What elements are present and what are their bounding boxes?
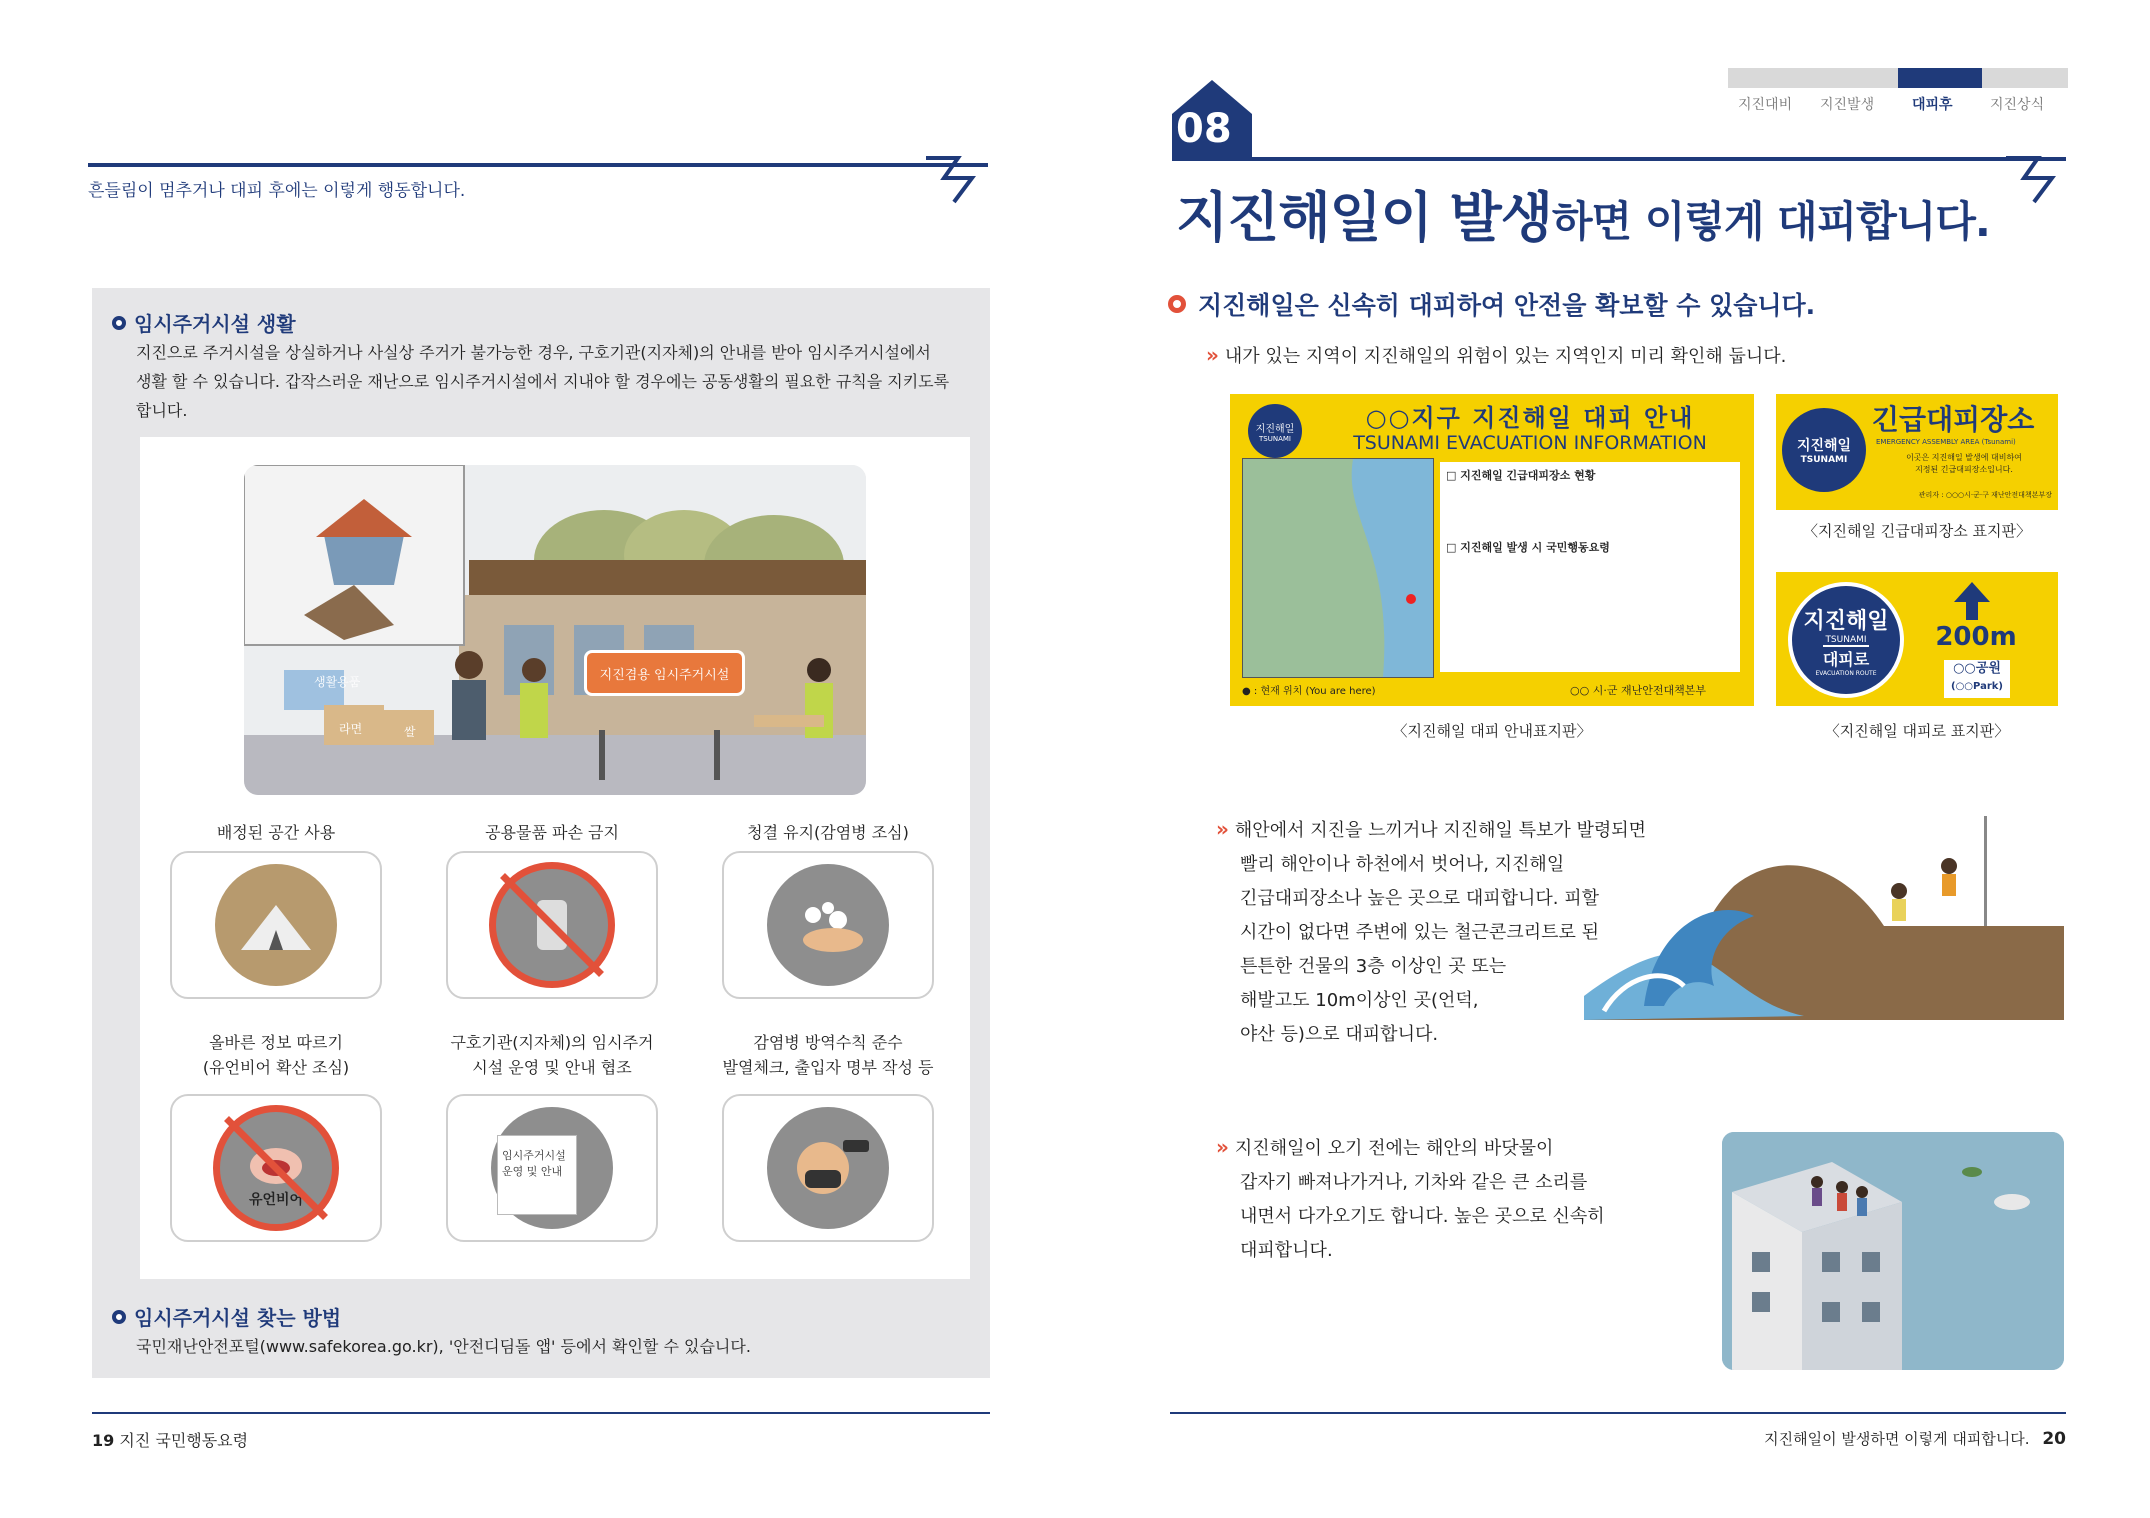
tip-line: 내면서 다가오기도 합니다. 높은 곳으로 신속히	[1240, 1206, 1605, 1227]
sign-issuer: ○○ 시·군 재난안전대책본부	[1570, 684, 1706, 697]
rule-label	[700, 1030, 956, 1080]
sign-line: 지정된 긴급대피장소입니다.	[1915, 465, 2013, 474]
box-label: 라면	[339, 722, 363, 736]
document-text: 임시주거시설 운영 및 안내	[497, 1135, 577, 1215]
left-page-footer	[92, 1428, 248, 1451]
sign-caption: 〈지진해일 대피로 표지판〉	[1824, 722, 2010, 740]
section-title: 임시주거시설 생활	[134, 312, 296, 336]
route-text-en: EVACUATION ROUTE	[1815, 669, 1877, 677]
double-chevron-icon: »	[1206, 343, 1219, 367]
lightning-icon	[2000, 150, 2070, 210]
footer-text: 지진 국민행동요령	[119, 1431, 249, 1450]
badge-text: 지진해일	[1255, 423, 1295, 435]
rule-label: 배정된 공간 사용	[216, 823, 336, 842]
tip-paragraph	[1216, 1130, 1605, 1268]
route-text: 대피로	[1823, 645, 1869, 670]
section-body: 국민재난안전포털(www.safekorea.go.kr), '안전디딤돌 앱' 등에서 확인할 수 있습니다.	[136, 1337, 751, 1356]
chapter-nav-active-marker	[1898, 68, 1982, 88]
tip-text: 내가 있는 지역이 지진해일의 위험이 있는 지역인지 미리 확인해 둡니다.	[1224, 346, 1787, 367]
route-distance: 200m	[1935, 622, 2017, 652]
tip-line: 갑자기 빠져나가거나, 기차와 같은 큰 소리를	[1240, 1172, 1588, 1193]
rooftop-evacuation-illustration	[1722, 1132, 2064, 1370]
rule-label-line: 시설 운영 및 안내 협조	[472, 1058, 632, 1077]
tip-line: 시간이 없다면 주변에 있는 철근콘크리트로 된	[1240, 922, 1599, 943]
destination-name: ○○공원	[1953, 661, 2001, 676]
subtitle-text: 지진해일은 신속히 대피하여 안전을 확보할 수 있습니다.	[1198, 291, 1816, 320]
broken-toilet-icon	[491, 864, 613, 986]
left-header-rule	[88, 163, 988, 167]
sign-legend: ● : 현재 위치 (You are here)	[1242, 686, 1376, 697]
right-header-rule	[1172, 157, 2066, 161]
section-title: 임시주거시설 찾는 방법	[134, 1306, 342, 1330]
badge-text: 지진해일	[1803, 608, 1889, 634]
box-label: 생활용품	[314, 675, 361, 689]
sign-caption: 〈지진해일 긴급대피장소 표지판〉	[1803, 522, 2031, 540]
info-heading: □ 지진해일 긴급대피장소 현황	[1446, 469, 1596, 482]
body-line: 생활 할 수 있습니다. 갑작스러운 재난으로 임시주거시설에서 지내야 할 경우에는 공동생활의 필요한 규칙을 지키도록	[136, 372, 950, 391]
bullet-circle-icon	[1168, 295, 1186, 313]
sign-title-en: EMERGENCY ASSEMBLY AREA (Tsunami)	[1876, 438, 2016, 446]
tip-paragraph	[1216, 812, 1646, 1052]
rule-label	[170, 1030, 382, 1080]
rule-label	[430, 1030, 674, 1080]
section-heading-find-shelter	[112, 1302, 341, 1331]
rule-label: 청결 유지(감염병 조심)	[747, 823, 909, 842]
lightning-icon	[920, 150, 990, 210]
section-heading-shelter-life	[112, 308, 296, 337]
tip-line: 대피합니다.	[1240, 1240, 1333, 1261]
page-subtitle	[1168, 286, 1815, 322]
section-body	[136, 338, 976, 425]
document-icon	[491, 1107, 613, 1229]
right-footer-rule	[1170, 1412, 2066, 1414]
shelter-sign: 지진겸용 임시주거시설	[584, 650, 745, 696]
tip-line	[1206, 342, 1786, 368]
nav-item[interactable]: 지진대비	[1738, 97, 1793, 113]
route-destination	[1944, 660, 2010, 698]
rule-label-line: (유언비어 확산 조심)	[202, 1058, 350, 1077]
hand-wash-icon	[767, 864, 889, 986]
page-number: 20	[2042, 1429, 2066, 1449]
page-number: 19	[92, 1431, 115, 1450]
sign-title: ○○지구 지진해일 대피 안내	[1365, 404, 1695, 432]
tip-line: 지진해일이 오기 전에는 해안의 바닷물이	[1234, 1138, 1554, 1159]
evacuation-map	[1242, 458, 1434, 678]
rule-label-line: 발열체크, 출입자 명부 작성 등	[722, 1058, 934, 1077]
rule-label: 공용물품 파손 금지	[485, 823, 619, 842]
body-line: 합니다.	[136, 401, 188, 420]
chapter-number: 08	[1176, 106, 1232, 152]
bullet-circle-icon	[112, 1310, 126, 1324]
tsunami-badge-icon	[1782, 408, 1866, 492]
sign-line: 이곳은 지진해일 발생에 대비하여	[1906, 453, 2022, 462]
left-footer-rule	[92, 1412, 990, 1414]
rule-label-line: 구호기관(지자체)의 임시주거	[450, 1033, 654, 1052]
footer-text: 지진해일이 발생하면 이렇게 대피합니다.	[1764, 1430, 2030, 1448]
tip-line: 해안에서 지진을 느끼거나 지진해일 특보가 발령되면	[1234, 820, 1647, 841]
sign-title-en: TSUNAMI EVACUATION INFORMATION	[1353, 432, 1707, 454]
tsunami-badge-icon	[1788, 582, 1904, 698]
badge-text: 지진해일	[1796, 438, 1852, 454]
tsunami-badge-icon	[1248, 404, 1302, 458]
tip-line: 긴급대피장소나 높은 곳으로 대피합니다. 피할	[1240, 888, 1599, 909]
destination-name-en: (○○Park)	[1951, 681, 2003, 692]
tip-line: 해발고도 10m이상인 곳(언덕,	[1240, 990, 1479, 1011]
sign-title: 긴급대피장소	[1872, 403, 2035, 436]
badge-text-en: TSUNAMI	[1800, 455, 1848, 465]
page-title	[1176, 175, 1990, 252]
badge-text-en: TSUNAMI	[1825, 634, 1867, 645]
rule-card-quarantine	[722, 1094, 934, 1242]
title-rest: 하면 이렇게 대피합니다.	[1551, 197, 1990, 246]
shelter-illustration	[244, 465, 866, 795]
evacuation-info-sign	[1230, 394, 1754, 706]
rule-card-assigned-space	[170, 851, 382, 999]
badge-text-en: TSUNAMI	[1259, 434, 1291, 443]
rumor-text: 유언비어	[248, 1192, 304, 1208]
rule-card-no-damage	[446, 851, 658, 999]
no-rumor-icon	[215, 1107, 337, 1229]
up-arrow-icon	[1952, 580, 1992, 622]
fever-check-icon	[767, 1107, 889, 1229]
rule-card-cooperate	[446, 1094, 658, 1242]
left-header-text: 흔들림이 멈추거나 대피 후에는 이렇게 행동합니다.	[88, 181, 466, 201]
nav-item-active[interactable]: 대피후	[1912, 97, 1953, 113]
rule-label-line: 감염병 방역수칙 준수	[753, 1033, 903, 1052]
sign-caption: 〈지진해일 대피 안내표지판〉	[1392, 722, 1592, 740]
nav-item[interactable]: 지진상식	[1990, 97, 2045, 113]
tent-icon	[215, 864, 337, 986]
tsunami-wave-illustration	[1584, 806, 2064, 1020]
double-chevron-icon: »	[1216, 817, 1229, 841]
tip-line: 빨리 해안이나 하천에서 벗어나, 지진해일	[1240, 854, 1565, 875]
title-bold: 지진해일이 발생	[1176, 186, 1552, 249]
sign-info-panel	[1440, 462, 1740, 672]
body-line: 지진으로 주거시설을 상실하거나 사실상 주거가 불가능한 경우, 구호기관(지자체)의 안내를 받아 임시주거시설에서	[136, 343, 931, 362]
rule-label-line: 올바른 정보 따르기	[209, 1033, 343, 1052]
assembly-area-sign	[1776, 394, 2058, 510]
info-heading: □ 지진해일 발생 시 국민행동요령	[1446, 541, 1610, 554]
rule-card-correct-info	[170, 1094, 382, 1242]
rule-card-hygiene	[722, 851, 934, 999]
sign-description	[1876, 452, 2052, 476]
sign-manager: 관리자 : ○○○시·군·구 재난안전대책본부장	[1918, 491, 2052, 499]
bullet-circle-icon	[112, 316, 126, 330]
double-chevron-icon: »	[1216, 1135, 1229, 1159]
evacuation-route-sign	[1776, 572, 2058, 706]
right-page-footer	[1650, 1428, 2066, 1449]
tip-line: 튼튼한 건물의 3층 이상인 곳 또는	[1240, 956, 1507, 977]
nav-item[interactable]: 지진발생	[1820, 97, 1875, 113]
tip-line: 야산 등)으로 대피합니다.	[1240, 1024, 1439, 1045]
box-label: 쌀	[404, 725, 416, 739]
